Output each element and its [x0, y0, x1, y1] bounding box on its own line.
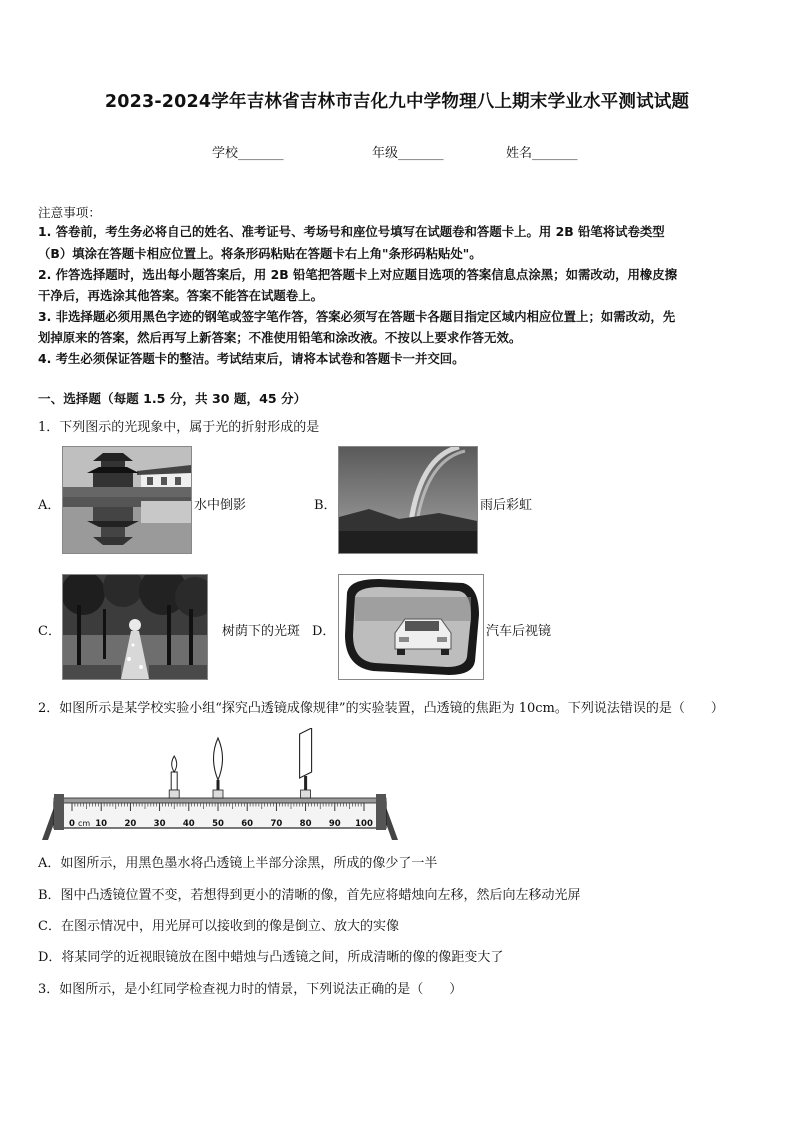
ruler-tick-label: 30 [153, 819, 166, 829]
optical-bench-diagram [40, 728, 400, 844]
option-b-caption: 雨后彩虹 [480, 498, 533, 513]
question-3-stem: 3．如图所示，是小红同学检查视力时的情景，下列说法正确的是（ ） [38, 982, 463, 997]
question-2-option-c: C．在图示情况中，用光屏可以接收到的像是倒立、放大的实像 [38, 919, 399, 934]
ruler-tick-label: 40 [182, 819, 195, 829]
notice-line: 1. 答卷前，考生务必将自己的姓名、准考证号、考场号和座位号填写在试题卷和答题卡上。用 2B 铅笔将试卷类型 [38, 224, 665, 239]
page-title: 2023-2024学年吉林省吉林市吉化九中学物理八上期末学业水平测试试题 [104, 92, 690, 112]
ruler-unit-label: cm [78, 819, 91, 828]
option-d-caption: 汽车后视镜 [486, 624, 552, 639]
notice-line: 4. 考生必须保证答题卡的整洁。考试结束后，请将本试卷和答题卡一并交回。 [38, 351, 465, 366]
notice-line: 划掉原来的答案，然后再写上新答案；不准使用铅笔和涂改液。不按以上要求作答无效。 [38, 330, 522, 345]
ruler-tick-label: 50 [212, 819, 224, 829]
bench-rail-top [54, 798, 386, 803]
option-c-label: C． [38, 624, 61, 639]
light-screen [300, 728, 312, 798]
name-field[interactable]: 姓名_______ [506, 146, 578, 161]
question-1-stem: 1．下列图示的光现象中，属于光的折射形成的是 [38, 420, 320, 435]
notice-line: （B）填涂在答题卡相应位置上。将条形码粘贴在答题卡右上角"条形码粘贴处"。 [38, 246, 482, 261]
school-field[interactable]: 学校_______ [212, 146, 284, 161]
ruler-tick-label: 100 [355, 819, 373, 829]
notice-line: 2. 作答选择题时，选出每小题答案后，用 2B 铅笔把答题卡上对应题目选项的答案信息点涂黑；如需改动，用橡皮擦 [38, 267, 678, 282]
option-c-caption: 树荫下的光斑 [222, 624, 301, 639]
option-b-label: B． [314, 498, 337, 513]
convex-lens [213, 738, 223, 798]
rainbow-image [338, 446, 478, 554]
candle [169, 756, 179, 798]
notice-line: 3. 非选择题必须用黑色字迹的钢笔或签字笔作答，答案必须写在答题卡各题目指定区域内相应位置上；如需改动，先 [38, 309, 676, 324]
section-heading: 一、选择题（每题 1.5 分，共 30 题，45 分） [38, 391, 307, 406]
option-a-caption: 水中倒影 [194, 498, 247, 513]
question-2-option-b: B．图中凸透镜位置不变，若想得到更小的清晰的像，首先应将蜡烛向左移，然后向左移动光屏 [38, 888, 581, 903]
ruler-tick-label: 60 [241, 819, 254, 829]
tree-shade-image [62, 574, 208, 680]
ruler-tick-label: 10 [95, 819, 108, 829]
option-d-label: D． [312, 624, 336, 639]
ruler-tick-label: 20 [124, 819, 137, 829]
car-mirror-image [338, 574, 484, 680]
ruler-tick-label: 70 [270, 819, 283, 829]
question-2-option-a: A．如图所示，用黑色墨水将凸透镜上半部分涂黑，所成的像少了一半 [38, 856, 438, 871]
notice-line: 干净后，再选涂其他答案。答案不能答在试题卷上。 [38, 288, 323, 303]
bench-left-end [54, 794, 64, 830]
bench-right-end [376, 794, 386, 830]
grade-field[interactable]: 年级_______ [372, 146, 444, 161]
ruler-tick-label: 80 [299, 819, 312, 829]
question-2-stem: 2．如图所示是某学校实验小组“探究凸透镜成像规律”的实验装置，凸透镜的焦距为 10cm。下列说法错误的是（ ） [38, 701, 724, 716]
ruler-tick-label: 0 [69, 819, 75, 829]
question-2-option-d: D．将某同学的近视眼镜放在图中蜡烛与凸透镜之间，所成清晰的像的像距变大了 [38, 950, 504, 965]
pagoda-reflection-image [62, 446, 192, 554]
notice-heading: 注意事项： [38, 205, 101, 220]
option-a-label: A． [38, 498, 61, 513]
ruler-tick-label: 90 [328, 819, 341, 829]
